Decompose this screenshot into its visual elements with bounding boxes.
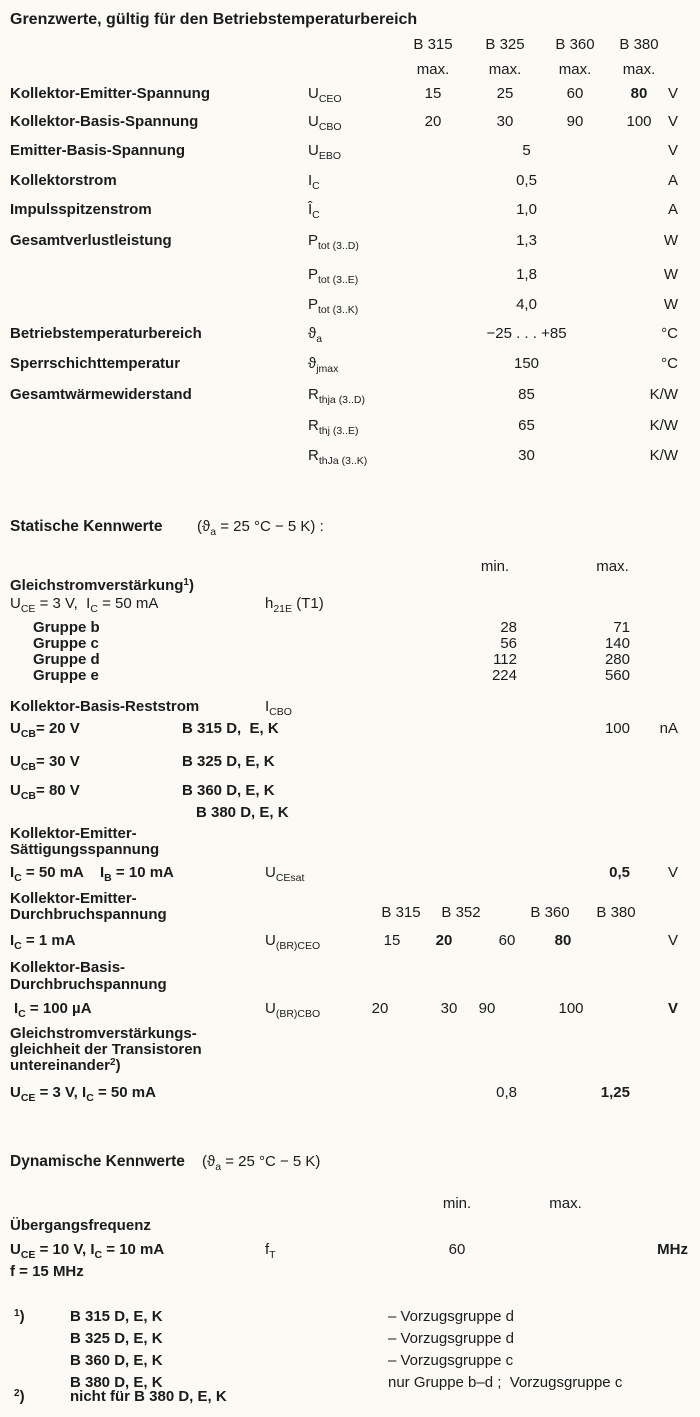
value-common: 150 [513,355,540,372]
row-unit: V [667,142,678,159]
value-b380: 100 [558,1000,584,1017]
value-b315: 15 [424,85,442,102]
value-b352: 30 [440,1000,458,1017]
min-value: 0,8 [496,1084,517,1101]
row-symbol: $P_{tot (3..K)}$ [308,296,359,316]
value-b380: 100 [626,113,652,130]
row-condition: $U_{CB}= 80$ V [10,782,80,802]
group-label: Gruppe d [33,651,100,668]
table-row [0,354,700,374]
table-row [0,200,700,220]
max-value: 1,25 [600,1084,630,1101]
col-header-b315: B 315 [381,904,421,921]
row-condition: f = 15 MHz [10,1263,84,1280]
section-heading-condition: ($ϑ_a = 25$ °C − 5 K) : [197,518,324,538]
matching-label-row [0,1058,700,1074]
row-symbol: $R_{thJa (3..K)}$ [308,447,368,467]
col-header-b352: B 352 [441,904,481,921]
row-symbol: $ϑ_{jmax}$ [308,355,339,375]
page-title [0,10,700,30]
row-symbol: $U_{CBO}$ [308,113,342,133]
value-b360: 90 [566,113,584,130]
section-heading [0,517,700,537]
ft-value-row [0,1240,700,1260]
row-condition: $I_C = 100$ µA [14,1000,92,1020]
footnote-type: B 360 D, E, K [70,1352,163,1369]
icbo-condition-row [0,752,700,772]
row-symbol: $I_{CBO}$ [265,698,292,718]
row-label: Gleichstromverstärkungs- [10,1025,197,1042]
row-unit: V [667,85,678,102]
row-unit: W [663,266,678,283]
row-symbol: $P_{tot (3..E)}$ [308,266,359,286]
value-b360: 90 [478,1000,496,1017]
row-label: Betriebstemperaturbereich [10,325,202,342]
max-column-header: max. [549,1195,582,1212]
row-unit: K/W [649,386,678,403]
col-header-b360: B 360 [555,36,595,53]
value-common: −25 . . . +85 [486,325,567,342]
row-symbol: $U_{EBO}$ [308,142,342,162]
row-condition: $U_{CB}= 20$ V [10,720,80,740]
value-common: 0,5 [516,172,537,189]
row-unit: MHz [657,1241,688,1258]
row-label: Gleichstromverstärkung$^1$) [10,577,194,594]
value-common: 4,0 [516,296,537,313]
section-heading-condition: ($ϑ_a = 25$ °C − 5 K) [202,1153,321,1173]
footnote-row [0,1387,700,1407]
max-value: 100 [604,720,630,737]
table-row [0,295,700,315]
min-column-header: min. [480,558,510,575]
row-unit: K/W [649,417,678,434]
footnote-note: – Vorzugsgruppe d [388,1330,514,1347]
footnote-text: nicht für B 380 D, E, K [70,1388,227,1405]
value-common: 1,3 [516,232,537,249]
max-value: 140 [604,635,630,652]
col-subheader: max. [622,61,656,78]
value-b315: 20 [371,1000,389,1017]
gain-label-row [0,576,700,596]
footnote-marker: $^2$) [14,1388,25,1405]
row-label: Kollektor-Emitter- [10,890,137,907]
value-b380: 80 [630,85,648,102]
type-list: B 325 D, E, K [182,753,275,770]
row-label: Kollektorstrom [10,172,117,189]
row-unit: W [663,232,678,249]
value-b315: 20 [424,113,442,130]
footnote-type: B 325 D, E, K [70,1330,163,1347]
row-symbol: $Î_C$ [308,201,320,221]
ubrceo-label-row [0,907,700,923]
table-row [0,416,700,436]
row-label: Kollektor-Emitter-Spannung [10,85,211,102]
col-subheader: max. [558,61,592,78]
row-condition: $U_{CE} = 10$ V, $I_C = 10$ mA [10,1241,165,1261]
row-label: Sperrschichttemperatur [10,355,181,372]
icbo-condition-row [0,803,700,823]
minmax-header-row [0,557,700,577]
row-condition: $U_{CE} = 3$ V, $I_C = 50$ mA [10,595,159,615]
max-value: 560 [604,667,630,684]
row-unit: W [663,296,678,313]
table-row [0,231,700,251]
row-label: Impulsspitzenstrom [10,201,152,218]
row-unit: nA [659,720,678,737]
table-row [0,171,700,191]
column-header-row [0,35,700,55]
value-b360: 60 [498,932,516,949]
row-condition: $U_{CB}= 30$ V [10,753,80,773]
value-common: 1,8 [516,266,537,283]
footnote-type: B 380 D, E, K [70,1374,163,1391]
row-condition: $I_C = 50$ mA $I_B = 10$ mA [10,864,174,884]
footnote-note: nur Gruppe b–d ; Vorzugsgruppe c [388,1374,623,1391]
ubrceo-value-row [0,931,700,951]
section-heading-text: Dynamische Kennwerte [10,1153,185,1170]
row-label: Kollektor-Basis- [10,959,126,976]
value-common: 5 [522,142,531,159]
gain-condition-row [0,594,700,614]
row-label: Übergangsfrequenz [10,1217,151,1234]
matching-label-row [0,1026,700,1042]
footnote-row [0,1351,700,1371]
matching-value-row [0,1083,700,1103]
row-unit: °C [661,355,678,372]
col-header-b380: B 380 [596,904,636,921]
table-row [0,141,700,161]
title-rest: gültig für den Betriebstemperaturbereich [101,11,418,28]
col-header-b325: B 325 [485,36,525,53]
row-symbol: $U_{(BR)CBO}$ [265,1000,321,1020]
row-symbol: $U_{CEsat}$ [265,864,305,884]
value-common: 85 [518,386,535,403]
row-label: Gesamtwärmewiderstand [10,386,192,403]
row-condition: $U_{CE} = 3$ V, $I_C = 50$ mA [10,1084,156,1104]
row-label: Kollektor-Emitter- [10,825,137,842]
row-unit: °C [661,325,678,342]
footnote-note: – Vorzugsgruppe c [388,1352,514,1369]
row-label: untereinander$^2$) [10,1057,121,1074]
row-label: Kollektor-Basis-Reststrom [10,698,200,715]
max-value: 280 [604,651,630,668]
matching-label-row [0,1042,700,1058]
row-unit: A [667,201,678,218]
column-subheader-row [0,60,700,80]
row-symbol: $I_C$ [308,172,320,192]
group-label: Gruppe c [33,635,99,652]
min-value: 224 [491,667,517,684]
value-common: 1,0 [516,201,537,218]
table-row [0,265,700,285]
row-unit: V [667,932,678,949]
ubrcbo-value-row [0,999,700,1019]
row-symbol: $f_T$ [265,1241,276,1261]
footnote-row [0,1307,700,1327]
max-column-header: max. [596,558,629,575]
row-symbol: $ϑ_a$ [308,325,323,345]
col-header-b315: B 315 [413,36,453,53]
minmax-header-row [0,1194,700,1214]
row-label: gleichheit der Transistoren [10,1041,202,1058]
row-unit: V [667,113,678,130]
ubrcbo-label-row [0,960,700,976]
ft-condition2-row [0,1262,700,1282]
min-value: 60 [448,1241,466,1258]
row-symbol: $R_{thja (3..D)}$ [308,386,365,406]
value-b325: 30 [496,113,514,130]
col-header-b380: B 380 [619,36,659,53]
value-b360: 60 [566,85,584,102]
ubrcbo-label-row [0,977,700,993]
row-symbol: $R_{thj (3..E)}$ [308,417,359,437]
ucesat-label-row [0,826,700,842]
value-b380: 80 [554,932,572,949]
row-label: Sättigungsspannung [10,841,160,858]
row-unit: V [667,864,678,881]
row-condition: $I_C = 1$ mA [10,932,76,952]
type-list: B 360 D, E, K [182,782,275,799]
group-row [0,620,700,636]
table-row [0,324,700,344]
row-unit: A [667,172,678,189]
row-unit: K/W [649,447,678,464]
row-symbol: $h_{21E}$ (T1) [265,595,324,615]
footnote-type: B 315 D, E, K [70,1308,163,1325]
footnote-row [0,1329,700,1349]
row-symbol: $P_{tot (3..D)}$ [308,232,359,252]
icbo-label-row [0,697,700,717]
value-b352: 20 [435,932,453,949]
ucesat-label-row [0,842,700,858]
group-row [0,668,700,684]
row-label: Durchbruchspannung [10,976,167,993]
row-label: Gesamtverlustleistung [10,232,172,249]
row-symbol: $U_{CEO}$ [308,85,342,105]
ft-label-row [0,1216,700,1236]
group-row [0,636,700,652]
row-symbol: $U_{(BR)CEO}$ [265,932,321,952]
type-list: B 315 D, E, K [182,720,279,737]
min-value: 112 [493,651,517,668]
max-value: 0,5 [609,864,630,881]
value-b315: 15 [383,932,401,949]
value-common: 30 [518,447,535,464]
title-bold: Grenzwerte, [10,11,102,28]
group-label: Gruppe b [33,619,100,636]
row-label: Kollektor-Basis-Spannung [10,113,199,130]
col-subheader: max. [416,61,450,78]
row-label: Durchbruchspannung [10,906,167,923]
section-heading [0,1152,700,1172]
min-value: 28 [500,619,517,636]
type-list: B 380 D, E, K [196,804,289,821]
row-unit: V [667,1000,678,1017]
table-row [0,112,700,132]
ucesat-value-row [0,863,700,883]
group-label: Gruppe e [33,667,99,684]
min-value: 56 [500,635,517,652]
icbo-condition-row [0,781,700,801]
table-row [0,446,700,466]
col-subheader: max. [488,61,522,78]
value-common: 65 [518,417,535,434]
icbo-condition-row [0,719,700,739]
table-row [0,84,700,104]
row-label: Emitter-Basis-Spannung [10,142,186,159]
min-column-header: min. [442,1195,472,1212]
section-heading-text: Statische Kennwerte [10,518,163,535]
footnote-marker: $^1$) [14,1308,25,1325]
footnote-note: – Vorzugsgruppe d [388,1308,514,1325]
table-row [0,385,700,405]
group-row [0,652,700,668]
max-value: 71 [613,619,630,636]
value-b325: 25 [496,85,514,102]
col-header-b360: B 360 [530,904,570,921]
